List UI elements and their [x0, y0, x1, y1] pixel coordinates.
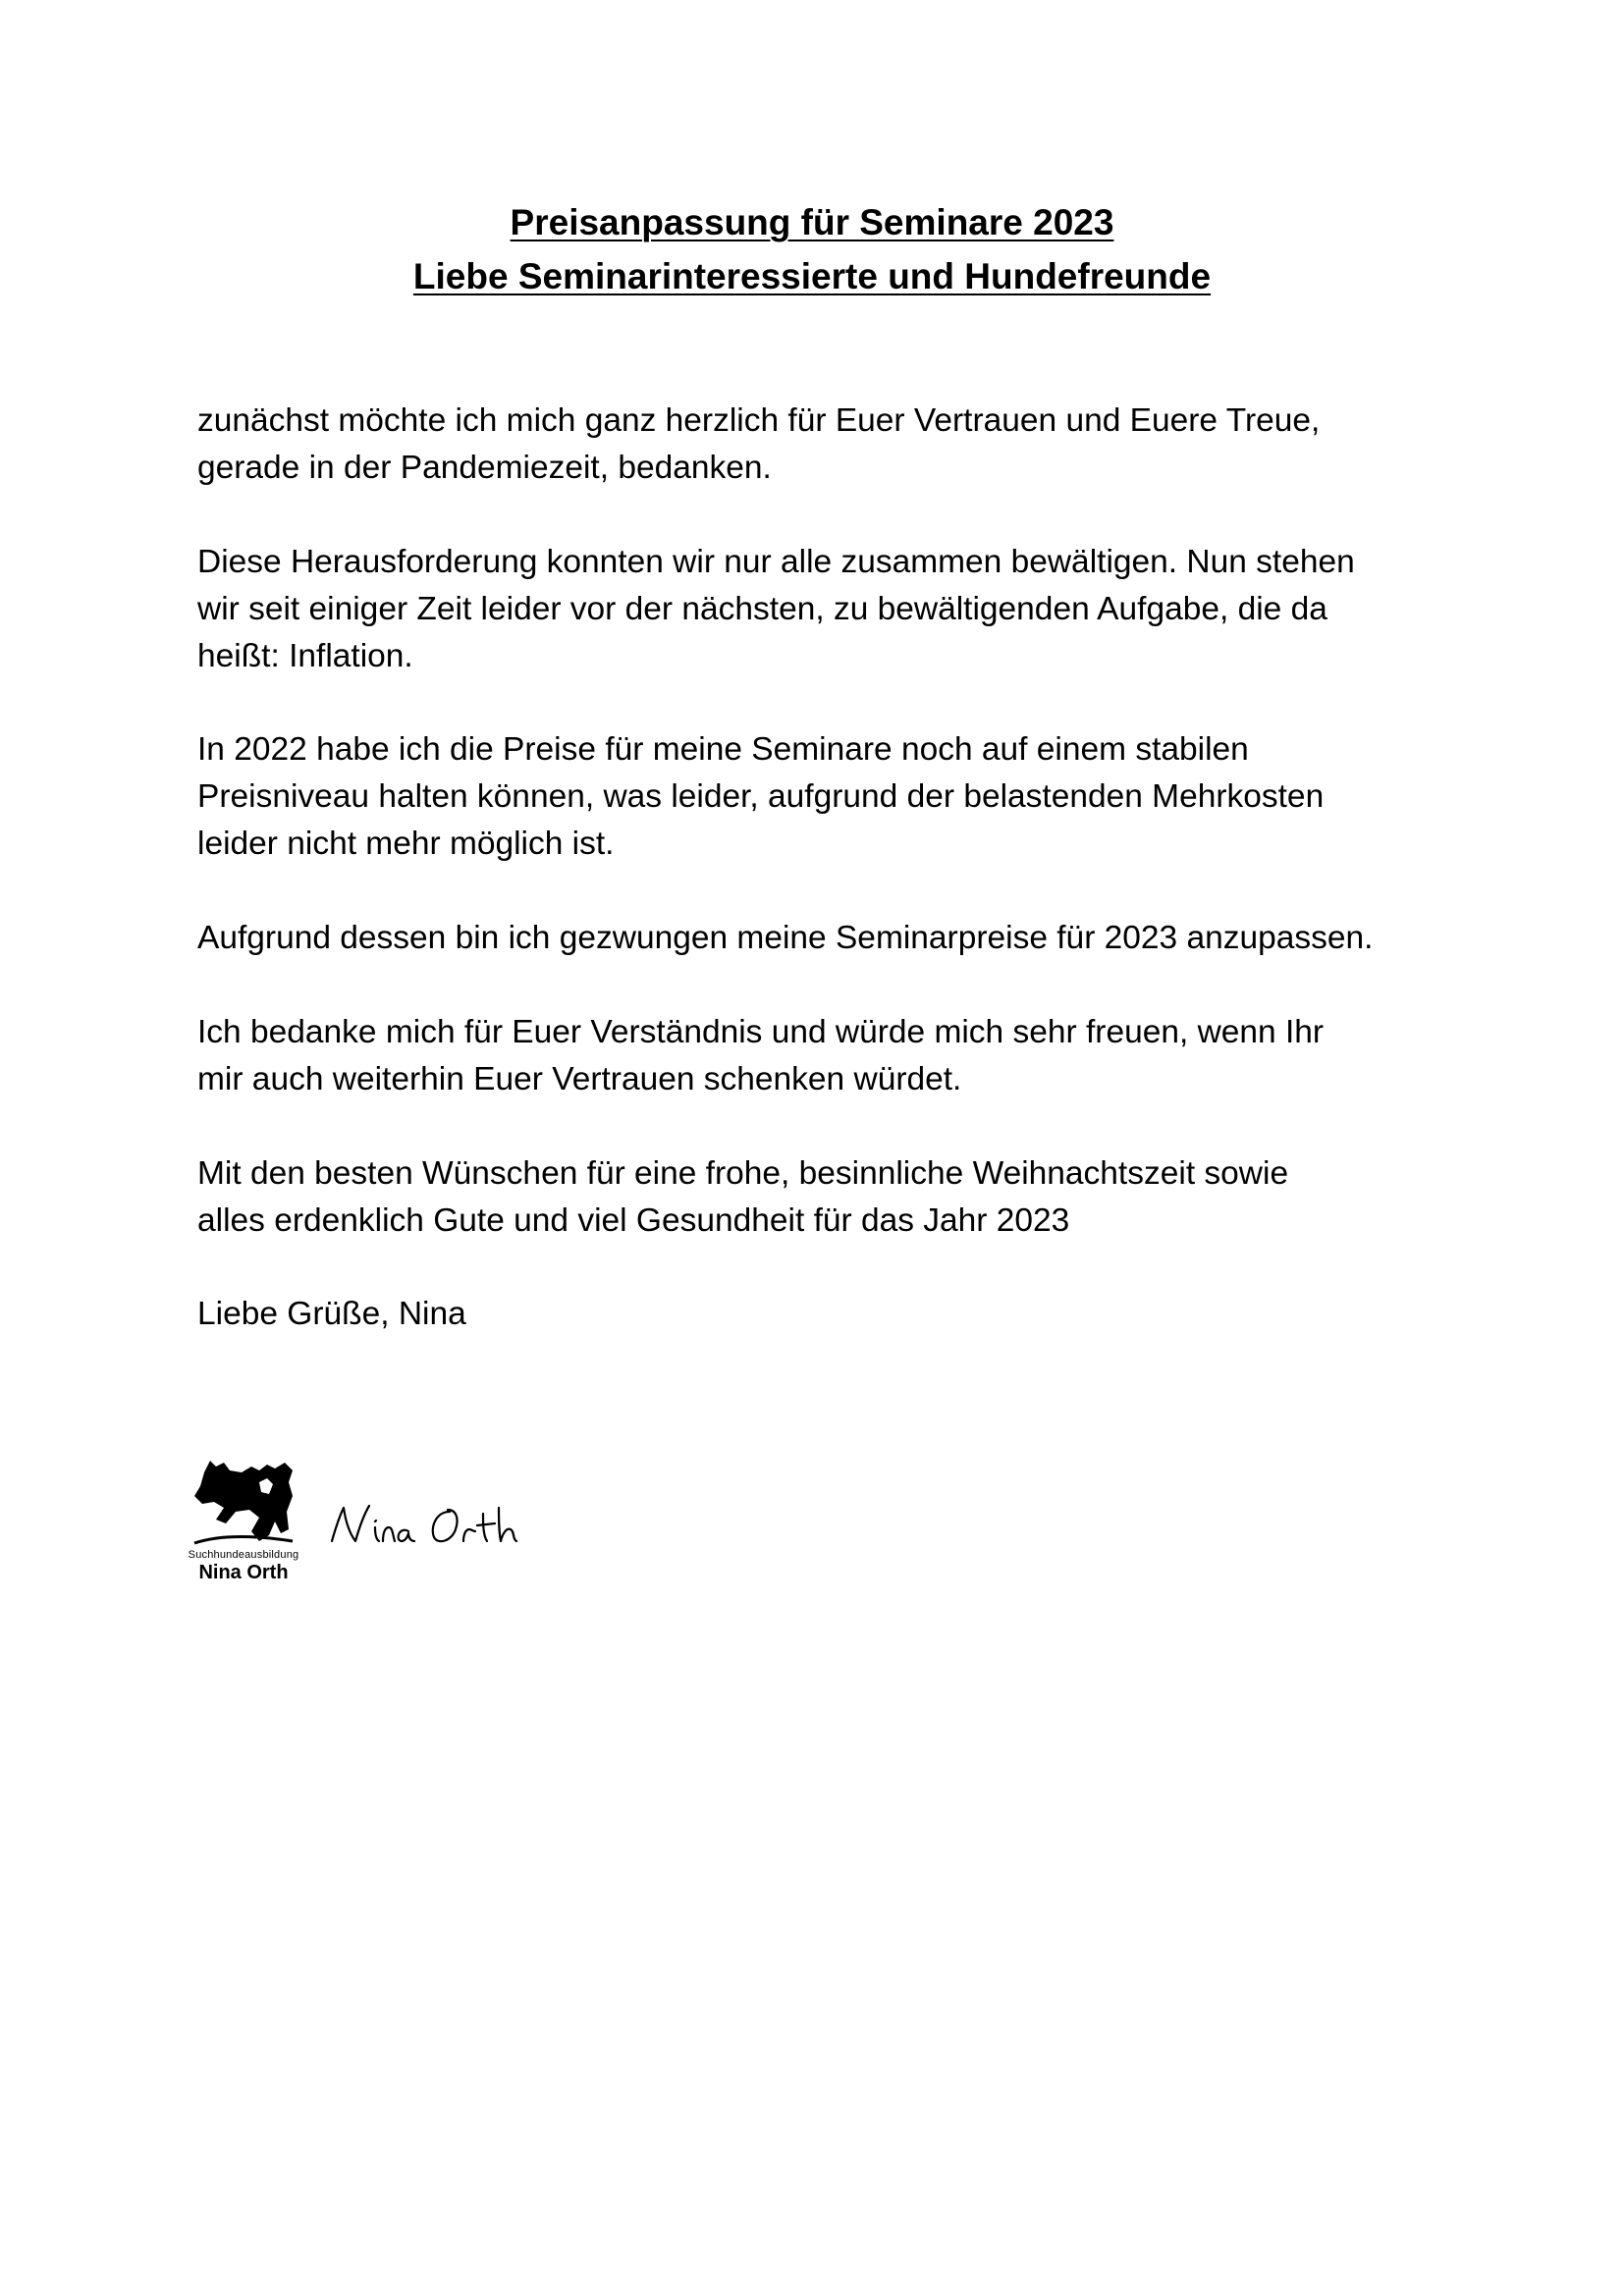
company-logo: [185, 1453, 302, 1590]
title-line-1: Preisanpassung für Seminare 2023: [510, 202, 1114, 242]
title-line-2: Liebe Seminarinteressierte und Hundefreunde: [412, 256, 1212, 296]
paragraph-prices-2022: In 2022 habe ich die Preise für meine Seminare noch auf einem stabilen Preisniveau halten können, was leider, aufgrund der belastenden Mehrkosten leider nicht mehr möglich ist.: [197, 731, 1325, 862]
paragraph-understanding: Ich bedanke mich für Euer Verständnis und würde mich sehr freuen, wenn Ihr mir auch weiterhin Euer Vertrauen schenken würdet.: [197, 1014, 1325, 1097]
handwritten-signature: [326, 1498, 562, 1557]
paragraph-challenge: Diese Herausforderung konnten wir nur alle zusammen bewältigen. Nun stehen wir seit einiger Zeit leider vor der nächsten, zu bewältigenden Aufgabe, die da heißt: Inflation.: [197, 544, 1355, 674]
closing-greeting: Liebe Grüße, Nina: [197, 1296, 466, 1332]
paragraph-price-adjustment: Aufgrund dessen bin ich gezwungen meine Seminarpreise für 2023 anzupassen.: [197, 920, 1374, 956]
dog-silhouette-icon: [190, 1453, 297, 1549]
logo-subtitle: Suchhundeausbildung: [188, 1549, 299, 1561]
paragraph-wishes: Mit den besten Wünschen für eine frohe, besinnliche Weihnachtszeit sowie alles erdenklich Gute und viel Gesundheit für das Jahr 2023: [197, 1155, 1289, 1239]
logo-name: Nina Orth: [198, 1562, 289, 1583]
paragraph-thanks: zunächst möchte ich mich ganz herzlich für Euer Vertrauen und Euere Treue, gerade in der Pandemiezeit, bedanken.: [197, 402, 1321, 486]
